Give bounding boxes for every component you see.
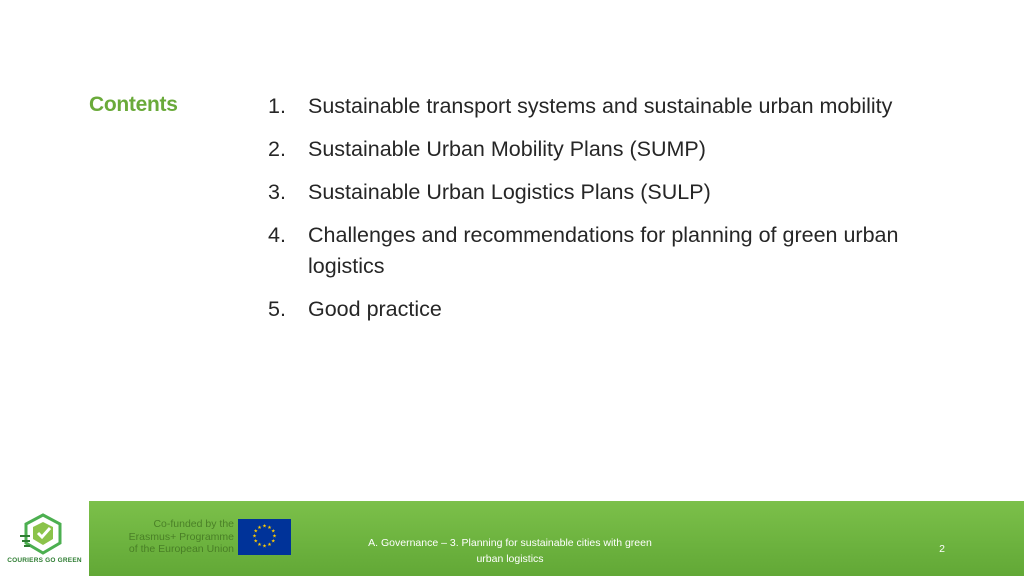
toc-item xyxy=(268,177,908,208)
svg-text:★: ★ xyxy=(272,533,277,540)
page-number: 2 xyxy=(939,543,945,555)
svg-text:★: ★ xyxy=(252,533,257,540)
svg-text:★: ★ xyxy=(257,542,262,549)
toc-item xyxy=(268,294,908,325)
couriers-go-green-logo-icon xyxy=(20,513,66,557)
toc-item-number: 5. xyxy=(268,297,286,321)
toc-item-text: Sustainable Urban Mobility Plans (SUMP) xyxy=(308,137,706,161)
cofunded-text xyxy=(116,518,234,556)
svg-text:★: ★ xyxy=(262,523,267,530)
svg-text:★: ★ xyxy=(270,528,276,535)
svg-text:★: ★ xyxy=(267,542,272,549)
toc-item xyxy=(268,220,908,282)
eu-flag-icon xyxy=(238,519,291,555)
cofunded-line: of the European Union xyxy=(128,543,234,555)
logo-text: COURIERS GO GREEN xyxy=(7,557,82,564)
table-of-contents xyxy=(268,91,908,337)
toc-item-number: 1. xyxy=(268,94,286,118)
svg-text:★: ★ xyxy=(253,538,259,545)
toc-item xyxy=(268,91,908,122)
toc-item-text: Good practice xyxy=(308,297,442,321)
toc-item-text: Sustainable Urban Logistics Plans (SULP) xyxy=(308,180,711,204)
svg-text:★: ★ xyxy=(253,528,259,535)
cofunded-line: Co-funded by the xyxy=(153,518,234,530)
section-heading: Contents xyxy=(89,93,178,116)
caption-line: A. Governance – 3. Planning for sustainable cities with green xyxy=(368,537,652,549)
footer-caption xyxy=(340,535,680,567)
toc-item-number: 2. xyxy=(268,137,286,161)
logo-area xyxy=(0,501,89,576)
caption-line: urban logistics xyxy=(476,553,544,565)
toc-item-number: 4. xyxy=(268,223,286,247)
toc-item-text: Sustainable transport systems and sustainable urban mobility xyxy=(308,94,893,118)
svg-text:★: ★ xyxy=(267,524,272,531)
svg-text:★: ★ xyxy=(270,538,276,545)
svg-text:★: ★ xyxy=(257,524,262,531)
cofunded-line: Erasmus+ Programme xyxy=(128,530,234,543)
footer xyxy=(0,501,1024,576)
toc-item xyxy=(268,134,908,165)
toc-item-number: 3. xyxy=(268,180,286,204)
svg-text:★: ★ xyxy=(262,543,267,550)
toc-item-text: Challenges and recommendations for planning of green urban logistics xyxy=(308,223,899,278)
